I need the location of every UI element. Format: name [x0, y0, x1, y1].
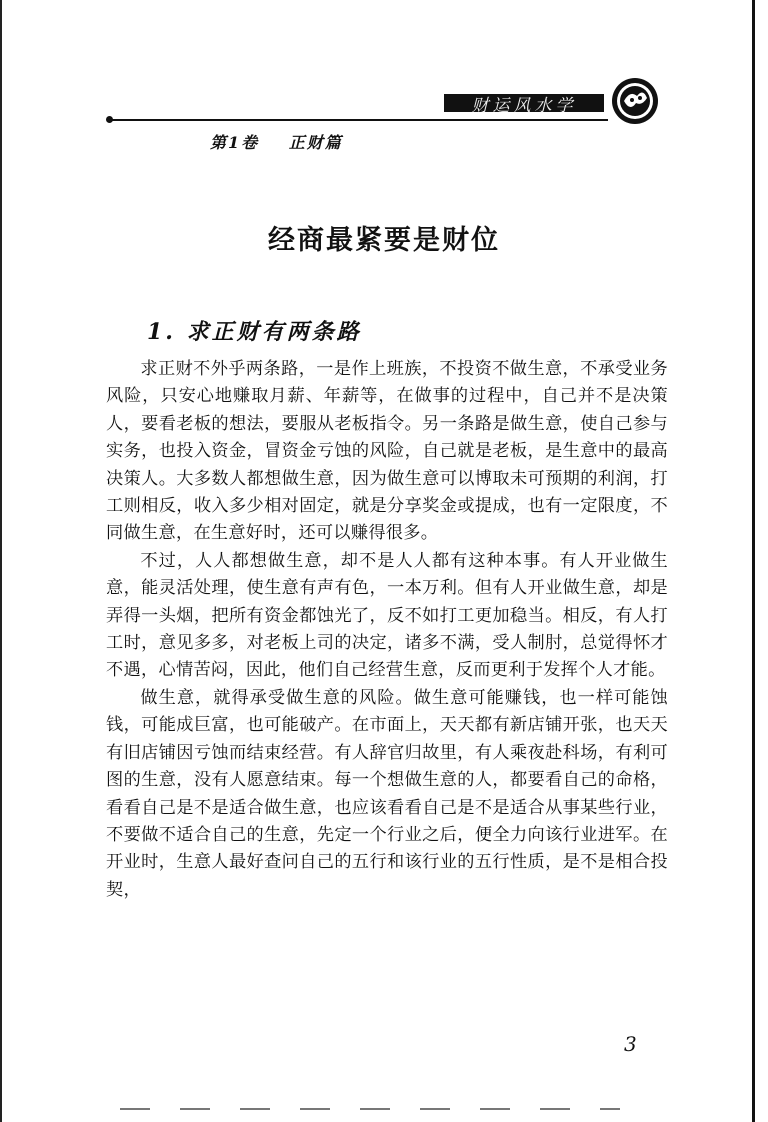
page-number: 3 — [624, 1032, 637, 1056]
page-title: 经商最紧要是财位 — [268, 225, 500, 256]
paragraph-3: 做生意，就得承受做生意的风险。做生意可能赚钱，也一样可能蚀钱，可能成巨富，也可能破产。在市面上，天天都有新店铺开张，也天天有旧店铺因亏蚀而结束经营。有人辞官归故里，有人乘夜赴科场，有利可图的生意，没有人愿意结束。每一个想做生意的人，都要看自己的命格，看看自己是不是适合做生意，也应该看看自己是不是适合从事某些行业，不要做不适合自己的生意，先定一个行业之后，便全力向该行业进军。在开业时，生意人最好查问自己的五行和该行业的五行性质，是不是相合投契， — [106, 687, 668, 900]
running-subheader — [210, 130, 365, 153]
section-label: 正财篇 — [288, 133, 343, 152]
section-heading: 1. 求正财有两条路 — [147, 319, 362, 345]
running-header-title: 财运风水学 — [444, 94, 604, 112]
scan-edge-left — [0, 0, 6, 1122]
scan-edge-right — [752, 0, 755, 1122]
paragraph-2: 不过，人人都想做生意，却不是人人都有这种本事。有人开业做生意，能灵活处理，使生意有声有色，一本万利。但有人开业做生意，却是弄得一头烟，把所有资金都蚀光了，反不如打工更加稳当。相反，有人打工时，意见多多，对老板上司的决定，诸多不满，受人制肘，总觉得怀才不遇，心情苦闷，因此，他们自己经营生意，反而更利于发挥个人才能。 — [106, 550, 668, 681]
volume-label: 第1卷 — [210, 133, 260, 152]
medallion-ornament-icon — [610, 76, 660, 126]
scan-edge-bottom — [120, 1108, 620, 1110]
article-body — [106, 356, 668, 904]
paragraph-1: 求正财不外乎两条路，一是作上班族，不投资不做生意，不承受业务风险，只安心地赚取月薪、年薪等，在做事的过程中，自己并不是决策人，要看老板的想法，要服从老板指令。另一条路是做生意，使自己参与实务，也投入资金，冒资金亏蚀的风险，自己就是老板，是生意中的最高决策人。大多数人都想做生意，因为做生意可以博取未可预期的利润，打工则相反，收入多少相对固定，就是分享奖金或提成，也有一定限度，不同做生意，在生意好时，还可以赚得很多。 — [106, 359, 668, 544]
header-rule — [108, 119, 608, 121]
